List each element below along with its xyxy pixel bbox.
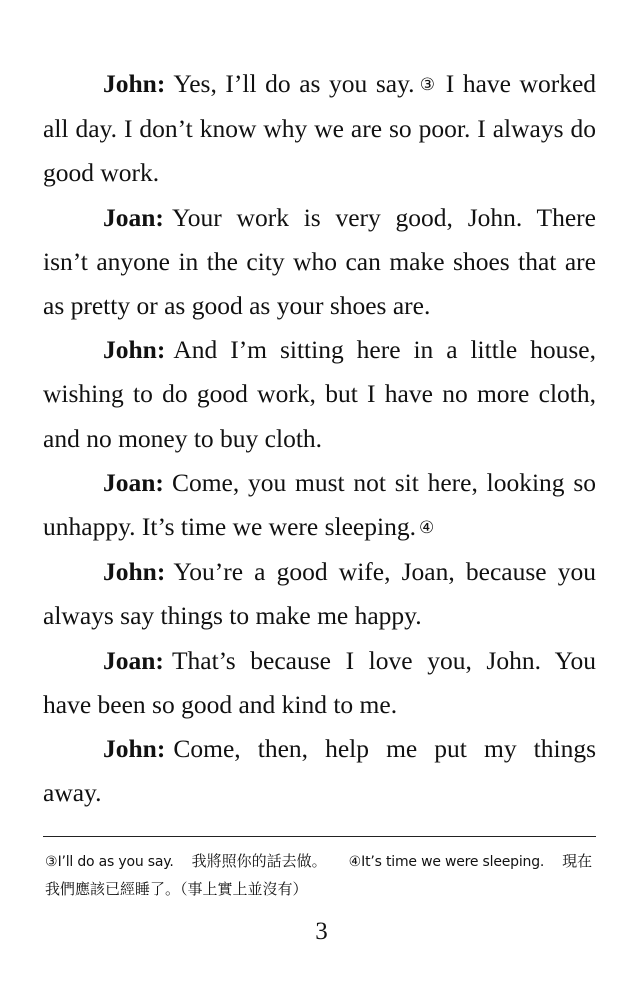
footnote-number: ④ — [348, 854, 362, 870]
dialogue-text: Your work is very good, John. There isn’t anyone in the city who can make shoes that are as pretty or as good as your shoes are. — [43, 202, 596, 321]
footnotes — [45, 848, 598, 904]
page-number: 3 — [315, 918, 328, 945]
speaker-name: Joan: — [103, 202, 164, 232]
dialogue-paragraph — [43, 461, 596, 550]
footnote-marker: ③ — [417, 75, 438, 94]
dialogue-text: And I’m sitting here in a little house, wishing to do good work, but I have no more cloth, and no money to buy cloth. — [43, 335, 596, 453]
dialogue-paragraph — [43, 639, 596, 727]
dialogue-paragraph — [43, 196, 596, 329]
dialogue-text: Come, you must not sit here, looking so unhappy. It’s time we were sleeping. — [43, 467, 596, 542]
speaker-name: John: — [103, 69, 166, 98]
dialogue-text: You’re a good wife, Joan, because you always say things to make me happy. — [43, 557, 596, 631]
speaker-name: Joan: — [103, 467, 164, 497]
footnote-divider — [43, 836, 596, 837]
footnote-english: I’ll do as you say. — [57, 854, 174, 870]
dialogue-paragraph — [43, 550, 596, 638]
footnote-marker: ④ — [418, 518, 435, 538]
dialogue-paragraph — [43, 727, 596, 815]
dialogue-body — [43, 62, 596, 815]
footnote — [45, 854, 327, 870]
dialogue-text: Come, then, help me put my things away. — [43, 734, 596, 808]
footnote-number: ③ — [45, 854, 58, 870]
footnote-chinese: 現在我們應該已經睡了。（事上實上並沒有） — [45, 852, 593, 898]
dialogue-paragraph — [43, 62, 596, 196]
speaker-name: John: — [103, 557, 166, 587]
footnote-english: It’s time we were sleeping. — [361, 854, 545, 870]
dialogue-paragraph — [43, 328, 596, 461]
dialogue-text: That’s because I love you, John. You have been so good and kind to me. — [43, 645, 596, 719]
footnote-chinese: 我將照你的話去做。 — [191, 852, 327, 870]
speaker-name: John: — [103, 734, 166, 764]
speaker-name: John: — [103, 335, 166, 365]
speaker-name: Joan: — [103, 645, 164, 675]
dialogue-text-continued: I have worked all day. I don’t know why we are so poor. I always do good work. — [43, 69, 597, 188]
dialogue-text: Yes, I’ll do as you say. — [173, 69, 415, 98]
